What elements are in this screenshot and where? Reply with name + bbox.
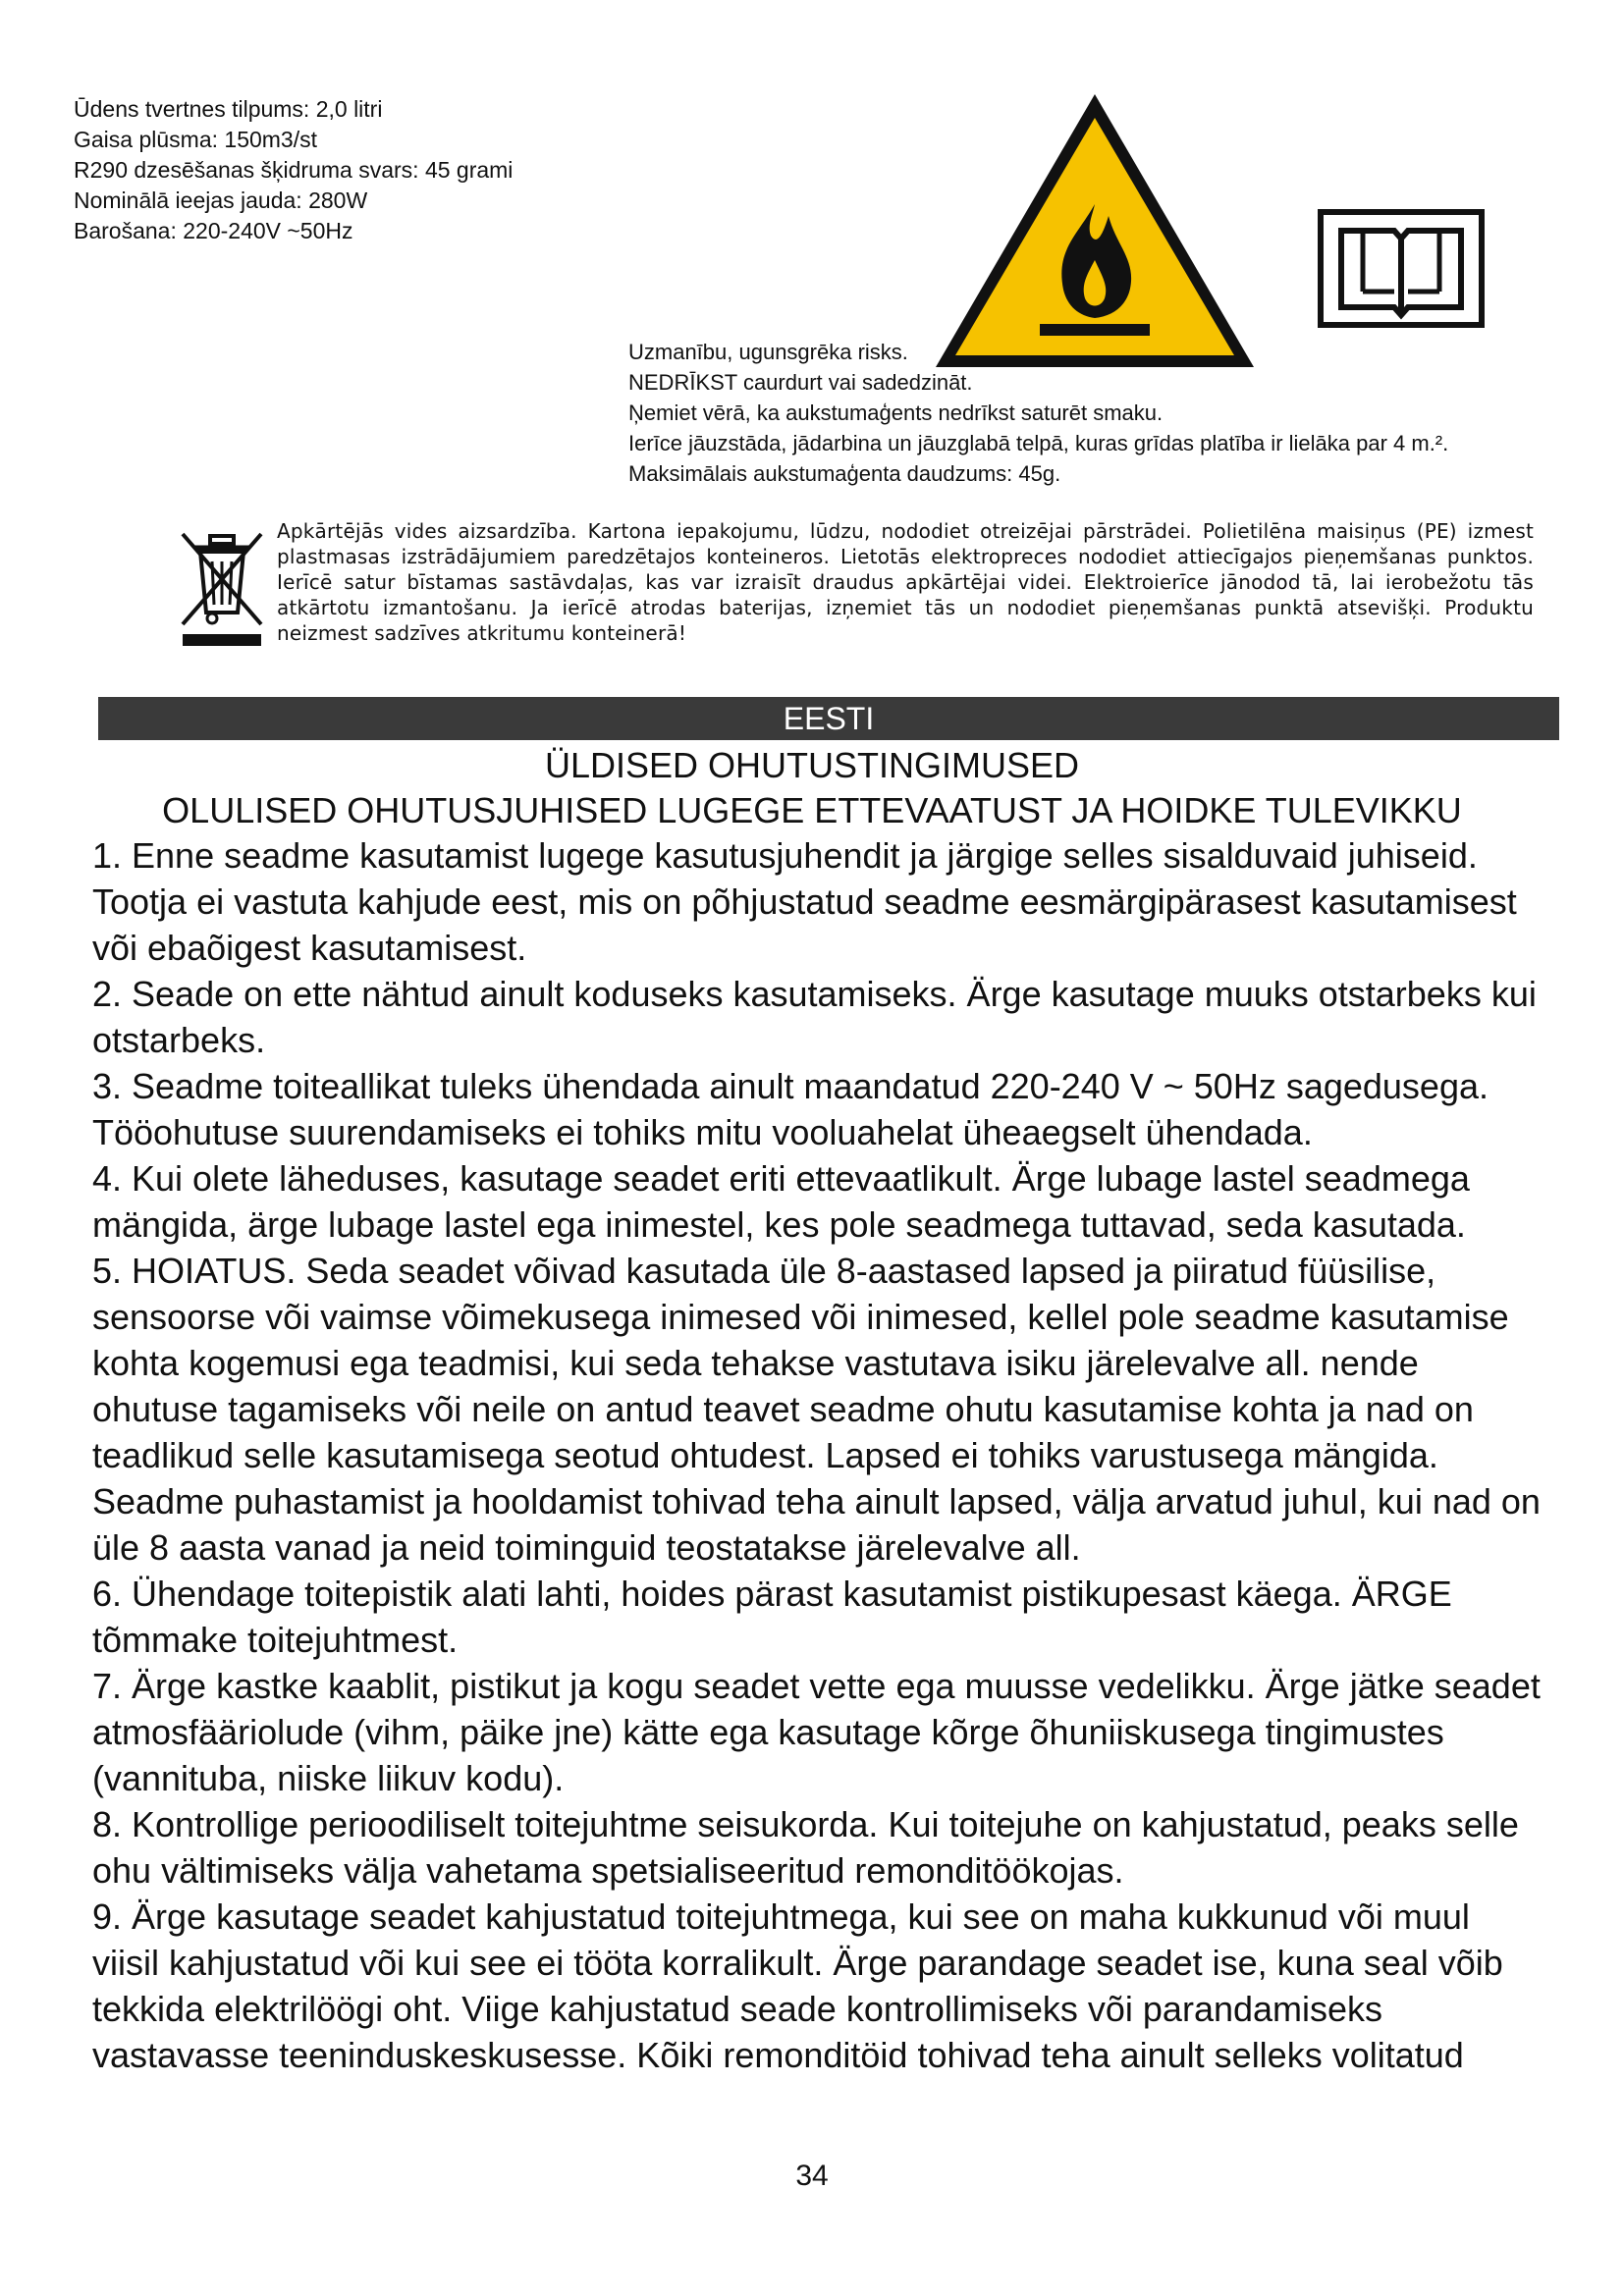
instruction-item: 6. Ühendage toitepistik alati lahti, hoides pärast kasutamist pistikupesast käega. ÄRGE tõmmake toitejuhtmest. (92, 1574, 1452, 1660)
safety-instructions (92, 832, 1545, 2078)
page-number: 34 (795, 2160, 829, 2192)
warning-line: Uzmanību, ugunsgrēka risks. (628, 340, 908, 364)
warning-line: Maksimālais aukstumaģenta daudzums: 45g. (628, 461, 1061, 486)
read-manual-icon (1318, 209, 1485, 328)
spec-line: R290 dzesēšanas šķidruma svars: 45 grami (74, 157, 514, 183)
warning-line: NEDRĪKST caurdurt vai sadedzināt. (628, 370, 973, 395)
spec-line: Ūdens tvertnes tilpums: 2,0 litri (74, 96, 383, 122)
instruction-item: 4. Kui olete läheduses, kasutage seadet eriti ettevaatlikult. Ärge lubage lastel seadmega mängida, ärge lubage lastel ega inimestel, kes pole seadmega tuttavad, seda kasutada. (92, 1158, 1470, 1245)
instruction-item: 2. Seade on ette nähtud ainult koduseks kasutamiseks. Ärge kasutage muuks otstarbeks kui otstarbeks. (92, 974, 1537, 1060)
spec-line: Gaisa plūsma: 150m3/st (74, 127, 318, 152)
instruction-item: 9. Ärge kasutage seadet kahjustatud toitejuhtmega, kui see on maha kukkunud või muul viisil kahjustatud või kui see ei tööta korralikult. Ärge parandage seadet ise, kuna seal võib tekkida elektrilöögi oht. Viige kahjustatud seade kontrollimiseks või parandamiseks vastavasse teeninduskeskusesse. Kõiki remonditöid tohivad teha ainult selleks volitatud (92, 1896, 1503, 2075)
spec-line: Nominālā ieejas jauda: 280W (74, 187, 368, 213)
warning-line: Ņemiet vērā, ka aukstumaģents nedrīkst saturēt smaku. (628, 400, 1164, 425)
flammable-warning-icon (930, 88, 1260, 373)
instruction-item: 3. Seadme toiteallikat tuleks ühendada ainult maandatud 220-240 V ~ 50Hz sagedusega. Tööohutuse suurendamiseks ei tohiks mitu vooluahelat üheaegselt ühendada. (92, 1066, 1489, 1152)
instruction-item: 8. Kontrollige perioodiliselt toitejuhtme seisukorda. Kui toitejuhe on kahjustatud, peaks selle ohu vältimiseks välja vahetama spetsialiseeritud remonditöökojas. (92, 1804, 1519, 1891)
section-title: ÜLDISED OHUTUSTINGIMUSED (544, 745, 1080, 785)
warning-line: Ierīce jāuzstāda, jādarbina un jāuzglabā telpā, kuras grīdas platība ir lielāka par 4 m.². (628, 431, 1449, 455)
environment-protection-text: Apkārtējās vides aizsardzība. Kartona iepakojumu, lūdzu, nododiet otreizējai pārstrādei. Polietilēna maisiņus (PE) izmest plastmasas izstrādājumiem paredzētajos konteineros. Lietotās elektropreces nododiet attiecīgajos pieņemšanas punktos. Ierīcē satur bīstamas sastāvdaļas, kas var izraisīt draudus apkārtējai videi. Elektroierīce jānodod tā, lai ierobežotu tās atkārtotu izmantošanu. Ja ierīcē atrodas baterijas, izņemiet tās un nododiet pieņemšanas punktā atsevišķi. Produktu neizmest sadzīves atkritumu konteinerā! (277, 519, 1534, 645)
fire-warning-text (628, 337, 1448, 489)
section-subtitle: OLULISED OHUTUSJUHISED LUGEGE ETTEVAATUST JA HOIDKE TULEVIKKU (162, 790, 1462, 830)
weee-crossed-bin-icon (177, 530, 267, 651)
instruction-item: 7. Ärge kastke kaablit, pistikut ja kogu seadet vette ega muusse vedelikku. Ärge jätke seadet atmosfääriolude (vihm, päike jne) kätte ega kasutage kõrge õhuniiskusega tingimustes (vannituba, niiske liikuv kodu). (92, 1666, 1541, 1798)
spec-line: Barošana: 220-240V ~50Hz (74, 218, 353, 243)
language-section-bar: EESTI (98, 697, 1559, 740)
specifications-list (74, 94, 513, 246)
instruction-item: 5. HOIATUS. Seda seadet võivad kasutada üle 8-aastased lapsed ja piiratud füüsilise, sensoorse või vaimse võimekusega inimesed või inimesed, kellel pole seadme kasutamise kohta kogemusi ega teadmisi, kui seda tehakse vastutava isiku järelevalve all. nende ohutuse tagamiseks või neile on antud teavet seadme ohutu kasutamise kohta ja nad on teadlikud selle kasutamisega seotud ohtudest. Lapsed ei tohiks varustusega mängida. Seadme puhastamist ja hooldamist tohivad teha ainult lapsed, välja arvatud juhul, kui nad on üle 8 aasta vanad ja neid toiminguid teostatakse järelevalve all. (92, 1251, 1541, 1568)
instruction-item: 1. Enne seadme kasutamist lugege kasutusjuhendit ja järgige selles sisalduvaid juhiseid. Tootja ei vastuta kahjude eest, mis on põhjustatud seadme eesmärgipärasest kasutamisest või ebaõigest kasutamisest. (92, 835, 1517, 968)
